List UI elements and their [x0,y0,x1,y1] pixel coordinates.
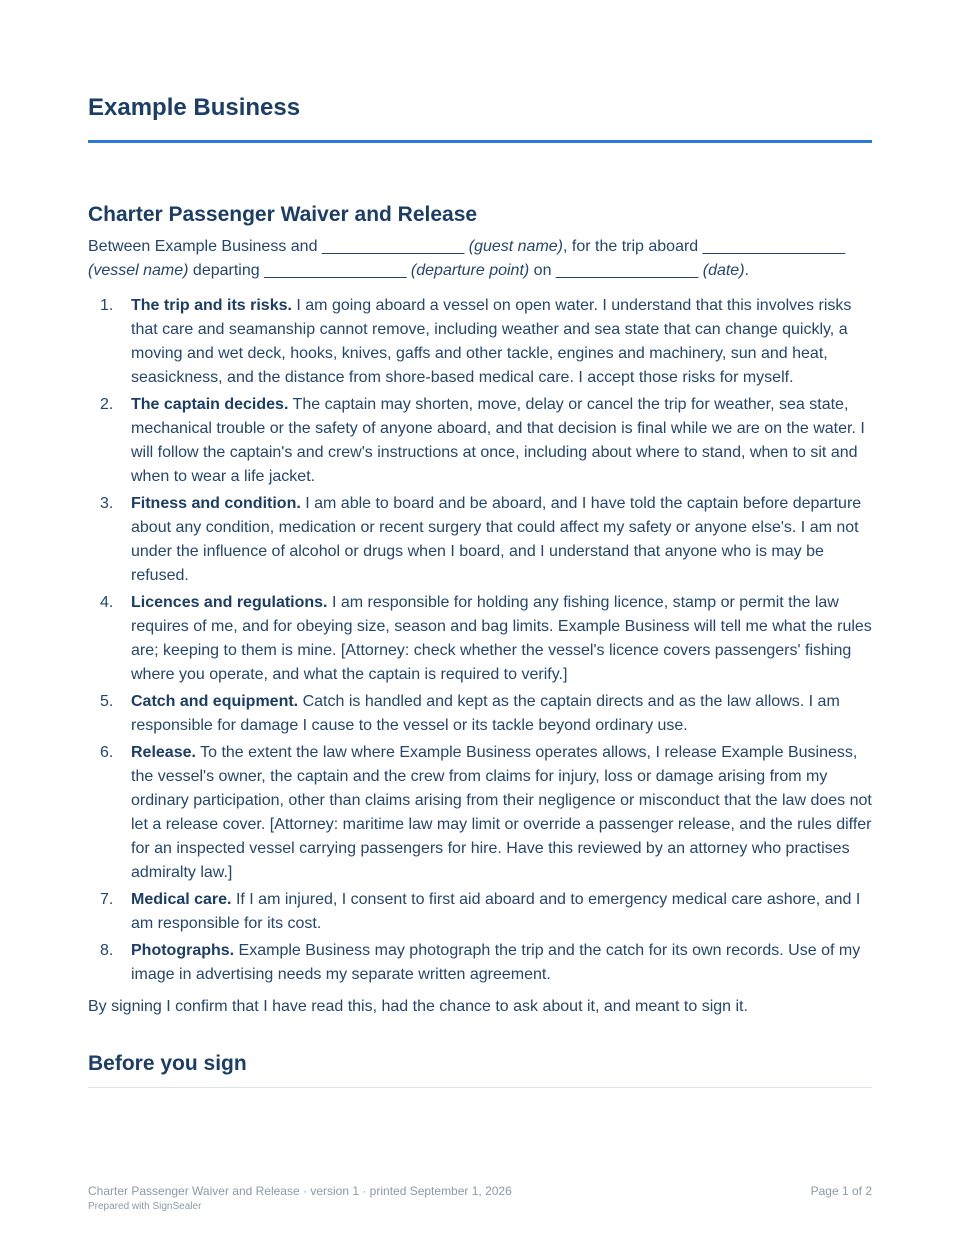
term-item [88,294,872,390]
term-body: The captain may shorten, move, delay or cancel the trip for weather, sea state, mechanical trouble or the safety of anyone aboard, and that decision is final while we are on the water. I will follow the captain's and crew's instructions at once, including about where to stand, when to sit and when to wear a life jacket. [131,396,865,485]
term-heading: Medical care. [131,891,232,908]
term-number: 6. [100,744,114,761]
business-name: Example Business [88,94,301,121]
vessel-name-placeholder: (vessel name) [88,262,189,279]
term-item [88,939,872,987]
term-body: I am able to board and be aboard, and I have told the captain before departure about any condition, medication or recent surgery that could affect my safety or anyone else's. I am not under the influence of alcohol or drugs when I board, and I understand that anyone who is may be refused. [131,495,862,584]
intro-text: departing ________________ [188,262,411,279]
terms-list [88,294,872,990]
term-item [88,741,872,885]
term-number: 3. [100,495,114,512]
term-heading: The trip and its risks. [131,297,292,314]
term-heading: Licences and regulations. [131,594,328,611]
date-placeholder: (date) [702,262,745,279]
term-heading: Photographs. [131,942,235,959]
term-heading: Fitness and condition. [131,495,301,512]
term-number: 5. [100,693,114,710]
document-title: Charter Passenger Waiver and Release [88,203,478,226]
departure-point-placeholder: (departure point) [410,262,530,279]
guest-name-placeholder: (guest name) [468,238,563,255]
term-body: I am going aboard a vessel on open water. I understand that this involves risks that care and seamanship cannot remove, including weather and sea state that can change quickly, a moving and wet deck, hooks, knives, gaffs and other tackle, engines and machinery, sun and heat, seasickness, and the distance from shore-based medical care. I accept those risks for myself. [131,297,852,386]
intro-text: Between Example Business and ________________ [88,238,469,255]
signing-confirmation: By signing I confirm that I have read this, had the chance to ask about it, and meant to sign it. [88,998,748,1015]
term-body: To the extent the law where Example Business operates allows, I release Example Business, the vessel's owner, the captain and the crew from claims for injury, loss or damage arising from my ordinary participation, other than claims arising from their negligence or misconduct that the law does not let a release cover. [Attorney: maritime law may limit or override a passenger release, and the rules differ for an inspected vessel carrying passengers for hire. Have this reviewed by an attorney who practises admiralty law.] [131,744,872,881]
intro-text: , for the trip aboard ________________ [563,238,846,255]
term-item [88,591,872,687]
term-body: I am responsible for holding any fishing licence, stamp or permit the law requires of me, and for obeying size, season and bag limits. Example Business will tell me what the rules are; keeping to them is mine. [Attorney: check whether the vessel's licence covers passengers' fishing where you operate, and what the captain is required to verify.] [131,594,872,683]
term-item [88,492,872,588]
header-divider [88,140,872,143]
term-item [88,690,872,738]
page-number: Page 1 of 2 [810,1184,872,1198]
term-heading: The captain decides. [131,396,289,413]
term-body: Catch is handled and kept as the captain directs and as the law allows. I am responsible for damage I cause to the vessel or its tackle beyond ordinary use. [131,693,840,734]
section-divider [88,1087,872,1088]
term-heading: Catch and equipment. [131,693,299,710]
footer-credit: Prepared with SignSealer [88,1201,202,1212]
term-item [88,888,872,936]
intro-text: on ________________ [529,262,703,279]
term-number: 2. [100,396,114,413]
footer-document-info: Charter Passenger Waiver and Release · version 1 · printed September 1, 2026 [88,1184,512,1198]
term-number: 7. [100,891,114,908]
term-body: Example Business may photograph the trip and the catch for its own records. Use of my image in advertising needs my separate written agreement. [131,942,861,983]
term-heading: Release. [131,744,196,761]
term-number: 8. [100,942,114,959]
intro-paragraph [88,235,872,283]
term-body: If I am injured, I consent to first aid aboard and to emergency medical care ashore, and I am responsible for its cost. [131,891,861,932]
term-number: 4. [100,594,114,611]
term-number: 1. [100,297,114,314]
before-you-sign-heading: Before you sign [88,1052,247,1075]
term-item [88,393,872,489]
intro-text: . [744,262,749,279]
